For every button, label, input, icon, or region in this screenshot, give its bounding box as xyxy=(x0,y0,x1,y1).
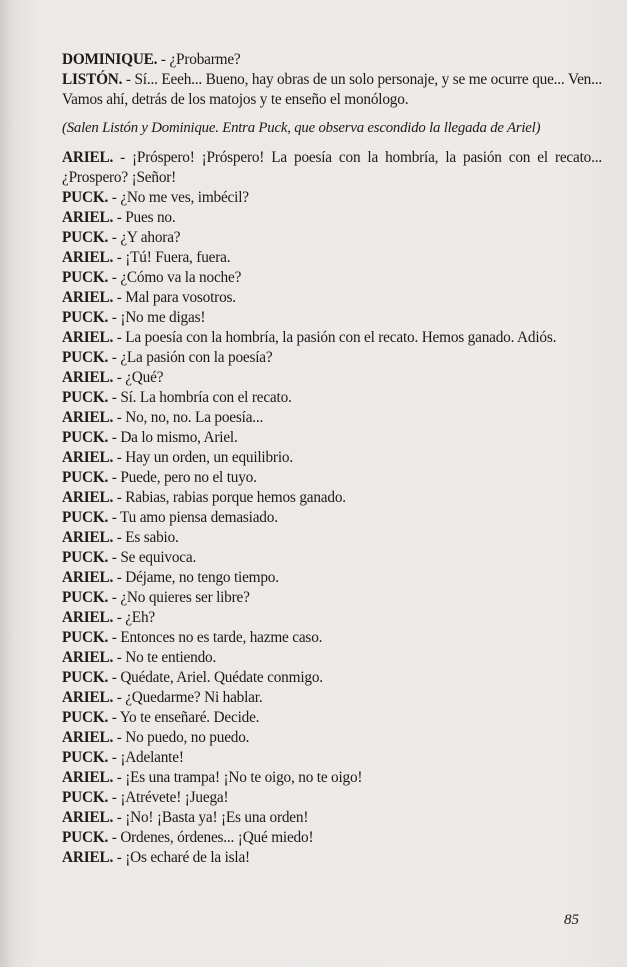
dialogue-line xyxy=(62,428,602,448)
dialogue-line xyxy=(62,188,602,208)
dialogue-line xyxy=(62,688,602,708)
dialogue-line xyxy=(62,148,602,188)
dialogue-line xyxy=(62,368,602,388)
dialogue-line xyxy=(62,468,602,488)
speech: - ¿Qué? xyxy=(113,369,164,386)
dialogue-line xyxy=(62,788,602,808)
speaker-name: PUCK. xyxy=(62,789,109,806)
speech: - ¿No quieres ser libre? xyxy=(108,589,250,606)
speaker-name: PUCK. xyxy=(62,829,109,846)
speech: - ¡Os echaré de la isla! xyxy=(113,849,250,866)
dialogue-list xyxy=(62,148,602,868)
speech: - Da lo mismo, Ariel. xyxy=(108,429,238,446)
speech: - Sí. La hombría con el recato. xyxy=(108,389,292,406)
dialogue-line xyxy=(62,708,602,728)
speaker-name: PUCK. xyxy=(62,349,109,366)
speech: - ¿Cómo va la noche? xyxy=(108,269,242,286)
page-number: 85 xyxy=(564,912,579,928)
speaker-name: PUCK. xyxy=(62,509,109,526)
speaker-name: ARIEL. xyxy=(62,769,114,786)
speaker-name: PUCK. xyxy=(62,309,109,326)
speech: - Tu amo piensa demasiado. xyxy=(108,509,278,526)
speech: - ¡No me digas! xyxy=(108,309,206,326)
dialogue-line xyxy=(62,228,602,248)
dialogue-line xyxy=(62,388,602,408)
speaker-name: ARIEL. xyxy=(62,289,114,306)
speaker-name: ARIEL. xyxy=(62,809,114,826)
speaker-name: PUCK. xyxy=(62,469,109,486)
dialogue-line xyxy=(62,508,602,528)
speech: - ¡Es una trampa! ¡No te oigo, no te oigo! xyxy=(113,769,363,786)
speaker-name: PUCK. xyxy=(62,749,109,766)
dialogue-line xyxy=(62,748,602,768)
speaker-name: ARIEL. xyxy=(62,149,114,166)
speech: - No te entiendo. xyxy=(113,649,217,666)
speech: - ¡Próspero! ¡Próspero! La poesía con la hombría, la pasión con el recato... ¿Prospero? ¡Señor! xyxy=(62,149,602,186)
speaker-name: LISTÓN. xyxy=(62,71,123,88)
speaker-name: ARIEL. xyxy=(62,449,114,466)
speech: - Déjame, no tengo tiempo. xyxy=(113,569,279,586)
speech: - ¿Probarme? xyxy=(157,51,241,68)
speech: - Ordenes, órdenes... ¡Qué miedo! xyxy=(108,829,314,846)
speech: - ¡Tú! Fuera, fuera. xyxy=(113,249,231,266)
speech: - Puede, pero no el tuyo. xyxy=(108,469,257,486)
dialogue-line xyxy=(62,208,602,228)
dialogue-line xyxy=(62,268,602,288)
speaker-name: DOMINIQUE. xyxy=(62,51,158,68)
speech: - No, no, no. La poesía... xyxy=(113,409,264,426)
speech: - Sí... Eeeh... Bueno, hay obras de un solo personaje, y se me ocurre que... Ven... Vamos ahí, detrás de los matojos y te enseño el monólogo. xyxy=(62,71,602,108)
speech: - No puedo, no puedo. xyxy=(113,729,250,746)
dialogue-line xyxy=(62,248,602,268)
speaker-name: ARIEL. xyxy=(62,569,114,586)
dialogue-line xyxy=(62,668,602,688)
dialogue-line xyxy=(62,308,602,328)
speaker-name: PUCK. xyxy=(62,709,109,726)
speaker-name: PUCK. xyxy=(62,549,109,566)
speaker-name: ARIEL. xyxy=(62,489,114,506)
speech: - ¿Quedarme? Ni hablar. xyxy=(113,689,263,706)
speaker-name: PUCK. xyxy=(62,229,109,246)
speech: - ¡Adelante! xyxy=(108,749,184,766)
speech: - Es sabio. xyxy=(113,529,179,546)
speech: - Yo te enseñaré. Decide. xyxy=(108,709,260,726)
speech: - ¿No me ves, imbécil? xyxy=(108,189,249,206)
dialogue-line xyxy=(62,348,602,368)
speaker-name: PUCK. xyxy=(62,269,109,286)
dialogue-line xyxy=(62,488,602,508)
speech: - ¿Y ahora? xyxy=(108,229,181,246)
play-text xyxy=(62,50,602,868)
dialogue-line xyxy=(62,648,602,668)
dialogue-line xyxy=(62,628,602,648)
speech: - ¡Atrévete! ¡Juega! xyxy=(108,789,229,806)
dialogue-line xyxy=(62,548,602,568)
speech: - Hay un orden, un equilibrio. xyxy=(113,449,293,466)
dialogue-line xyxy=(62,848,602,868)
dialogue-line xyxy=(62,288,602,308)
speaker-name: ARIEL. xyxy=(62,529,114,546)
speech: - Pues no. xyxy=(113,209,176,226)
speaker-name: ARIEL. xyxy=(62,649,114,666)
speech: - ¿Eh? xyxy=(113,609,155,626)
dialogue-line xyxy=(62,728,602,748)
dialogue-line xyxy=(62,568,602,588)
speaker-name: ARIEL. xyxy=(62,609,114,626)
dialogue-line xyxy=(62,768,602,788)
speech: - ¡No! ¡Basta ya! ¡Es una orden! xyxy=(113,809,309,826)
speaker-name: ARIEL. xyxy=(62,689,114,706)
speech: - Mal para vosotros. xyxy=(113,289,236,306)
dialogue-line xyxy=(62,50,602,70)
speaker-name: ARIEL. xyxy=(62,209,114,226)
speaker-name: PUCK. xyxy=(62,389,109,406)
speaker-name: ARIEL. xyxy=(62,849,114,866)
speaker-name: ARIEL. xyxy=(62,249,114,266)
speaker-name: ARIEL. xyxy=(62,329,114,346)
speaker-name: PUCK. xyxy=(62,629,109,646)
speech: - La poesía con la hombría, la pasión con el recato. Hemos ganado. Adiós. xyxy=(113,329,557,346)
speaker-name: PUCK. xyxy=(62,589,109,606)
dialogue-line xyxy=(62,408,602,428)
speech: - Rabias, rabias porque hemos ganado. xyxy=(113,489,346,506)
speaker-name: PUCK. xyxy=(62,189,109,206)
speech: - ¿La pasión con la poesía? xyxy=(108,349,273,366)
dialogue-line xyxy=(62,528,602,548)
speech: - Se equivoca. xyxy=(108,549,197,566)
dialogue-line xyxy=(62,70,602,110)
speaker-name: ARIEL. xyxy=(62,409,114,426)
speech: - Quédate, Ariel. Quédate conmigo. xyxy=(108,669,323,686)
dialogue-line xyxy=(62,448,602,468)
dialogue-line xyxy=(62,328,602,348)
speaker-name: PUCK. xyxy=(62,429,109,446)
speaker-name: ARIEL. xyxy=(62,729,114,746)
stage-direction: (Salen Listón y Dominique. Entra Puck, que observa escondido la llegada de Ariel) xyxy=(62,120,541,136)
speech: - Entonces no es tarde, hazme caso. xyxy=(108,629,323,646)
dialogue-line xyxy=(62,808,602,828)
dialogue-line xyxy=(62,828,602,848)
speaker-name: ARIEL. xyxy=(62,369,114,386)
dialogue-line xyxy=(62,608,602,628)
speaker-name: PUCK. xyxy=(62,669,109,686)
dialogue-line xyxy=(62,588,602,608)
